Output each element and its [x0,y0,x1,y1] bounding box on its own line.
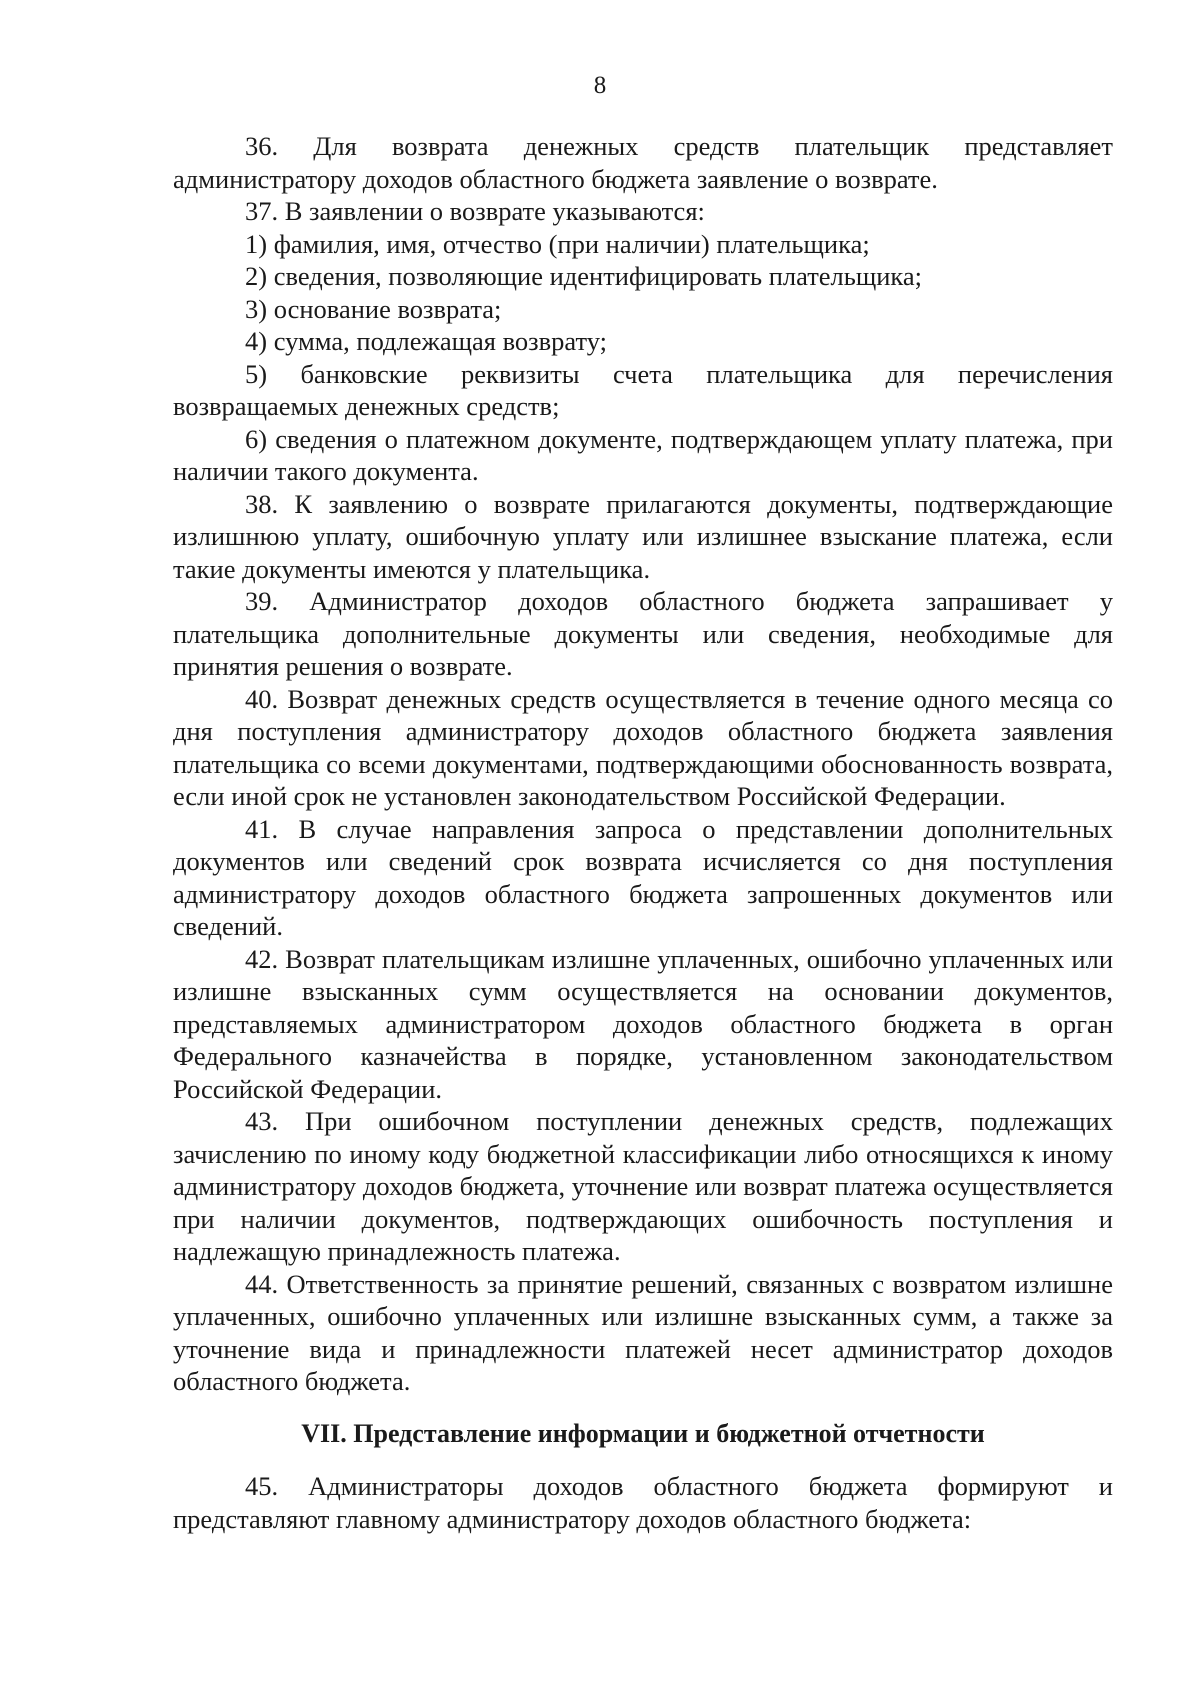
page-number: 8 [593,72,607,99]
paragraph-41: 41. В случае направления запроса о представлении дополнительных документов или сведений срок возврата исчисляется со дня поступления администратору доходов областного бюджета запрошенных документов или сведений. [173,813,1113,941]
paragraph-42: 42. Возврат плательщикам излишне уплаченных, ошибочно уплаченных или излишне взысканных сумм осуществляется на основании документов, представляемых администратором доходов областного бюджета в орган Федерального казначейства в порядке, установленном законодательством Российской Федерации. [173,943,1113,1104]
document-body [173,130,1113,1535]
list-item-3: 3) основание возврата; [245,293,502,324]
list-item-6: 6) сведения о платежном документе, подтверждающем уплату платежа, при наличии такого документа. [173,423,1113,486]
paragraph-44: 44. Ответственность за принятие решений, связанных с возвратом излишне уплаченных, ошибочно уплаченных или излишне взысканных сумм, а также за уточнение вида и принадлежности платежей несет администратор доходов областного бюджета. [173,1268,1113,1396]
paragraph-40: 40. Возврат денежных средств осуществляется в течение одного месяца со дня поступления администратору доходов областного бюджета заявления плательщика со всеми документами, подтверждающими обоснованность возврата, если иной срок не установлен законодательством Российской Федерации. [173,683,1113,811]
list-item-4: 4) сумма, подлежащая возврату; [245,326,607,356]
list-item-1: 1) фамилия, имя, отчество (при наличии) плательщика; [245,228,870,259]
paragraph-45: 45. Администраторы доходов областного бюджета формируют и представляют главному администратору доходов областного бюджета: [173,1471,1113,1534]
paragraph-43: 43. При ошибочном поступлении денежных средств, подлежащих зачислению по иному коду бюджетной классификации либо относящихся к иному администратору доходов бюджета, уточнение или возврат платежа осуществляется при наличии документов, подтверждающих ошибочность поступления и надлежащую принадлежность платежа. [173,1106,1113,1266]
paragraph-38: 38. К заявлению о возврате прилагаются документы, подтверждающие излишнюю уплату, ошибочную уплату или излишнее взыскание платежа, если такие документы имеются у плательщика. [173,488,1113,584]
list-item-5: 5) банковские реквизиты счета плательщика для перечисления возвращаемых денежных средств; [173,358,1113,421]
section-heading: VII. Представление информации и бюджетной отчетности [301,1418,985,1448]
list-item-2: 2) сведения, позволяющие идентифицировать плательщика; [245,261,923,291]
paragraph-37: 37. В заявлении о возврате указываются: [245,196,705,226]
paragraph-36: 36. Для возврата денежных средств плательщик представляет администратору доходов областного бюджета заявление о возврате. [173,131,1113,194]
paragraph-39: 39. Администратор доходов областного бюджета запрашивает у плательщика дополнительные документы или сведения, необходимые для принятия решения о возврате. [173,586,1113,681]
